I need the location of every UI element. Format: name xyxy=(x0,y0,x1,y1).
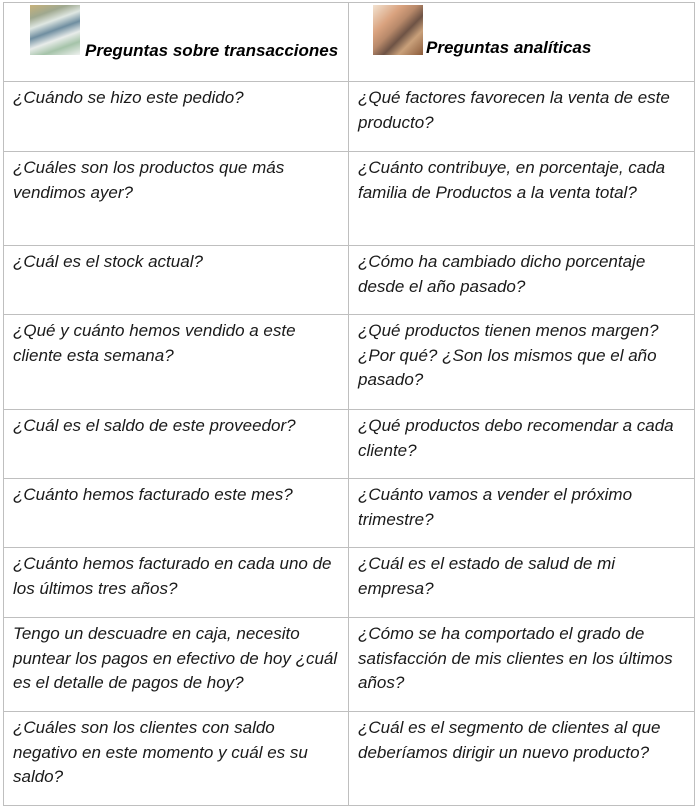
transaction-question: ¿Cuáles son los clientes con saldo negativo en este momento y cuál es su saldo? xyxy=(13,718,308,786)
transaction-question: ¿Cuál es el saldo de este proveedor? xyxy=(13,416,296,435)
analytic-question: ¿Qué productos debo recomendar a cada cliente? xyxy=(358,416,674,460)
analytic-question: ¿Qué productos tienen menos margen? ¿Por qué? ¿Son los mismos que el año pasado? xyxy=(358,321,659,389)
analytic-question: ¿Cuál es el segmento de clientes al que deberíamos dirigir un nuevo producto? xyxy=(358,718,661,762)
header-row xyxy=(4,3,695,82)
transaction-question: ¿Cuánto hemos facturado en cada uno de los últimos tres años? xyxy=(13,554,332,598)
analytic-question: ¿Cómo se ha comportado el grado de satisfacción de mis clientes en los últimos años? xyxy=(358,624,673,692)
table-row xyxy=(4,315,695,410)
transaction-question: ¿Cuál es el stock actual? xyxy=(13,252,203,271)
analytic-question: ¿Cuánto vamos a vender el próximo trimestre? xyxy=(358,485,633,529)
transaction-question: Tengo un descuadre en caja, necesito puntear los pagos en efectivo de hoy ¿cuál es el detalle de pagos de hoy? xyxy=(13,624,338,692)
analytic-question: ¿Cómo ha cambiado dicho porcentaje desde el año pasado? xyxy=(358,252,646,296)
table-row xyxy=(4,410,695,479)
chess-hand-image xyxy=(373,5,423,55)
transaction-question: ¿Cuáles son los productos que más vendimos ayer? xyxy=(13,158,285,202)
transaction-question: ¿Qué y cuánto hemos vendido a este cliente esta semana? xyxy=(13,321,296,365)
table-row xyxy=(4,479,695,548)
header-cell-transacciones xyxy=(4,3,349,82)
table-row xyxy=(4,548,695,618)
table-row xyxy=(4,82,695,152)
factory-workers-image xyxy=(30,5,80,55)
transaction-question: ¿Cuánto hemos facturado este mes? xyxy=(13,485,293,504)
header-cell-analiticas xyxy=(349,3,695,82)
table-row xyxy=(4,152,695,246)
questions-table xyxy=(3,2,695,806)
analytic-question: ¿Cuánto contribuye, en porcentaje, cada familia de Productos a la venta total? xyxy=(358,158,666,202)
analytic-question: ¿Cuál es el estado de salud de mi empresa? xyxy=(358,554,616,598)
table-row xyxy=(4,712,695,806)
header-title-analiticas: Preguntas analíticas xyxy=(426,38,592,57)
transaction-question: ¿Cuándo se hizo este pedido? xyxy=(13,88,244,107)
table-row xyxy=(4,618,695,712)
header-title-transacciones: Preguntas sobre transacciones xyxy=(85,41,339,60)
table-row xyxy=(4,246,695,315)
analytic-question: ¿Qué factores favorecen la venta de este producto? xyxy=(358,88,670,132)
